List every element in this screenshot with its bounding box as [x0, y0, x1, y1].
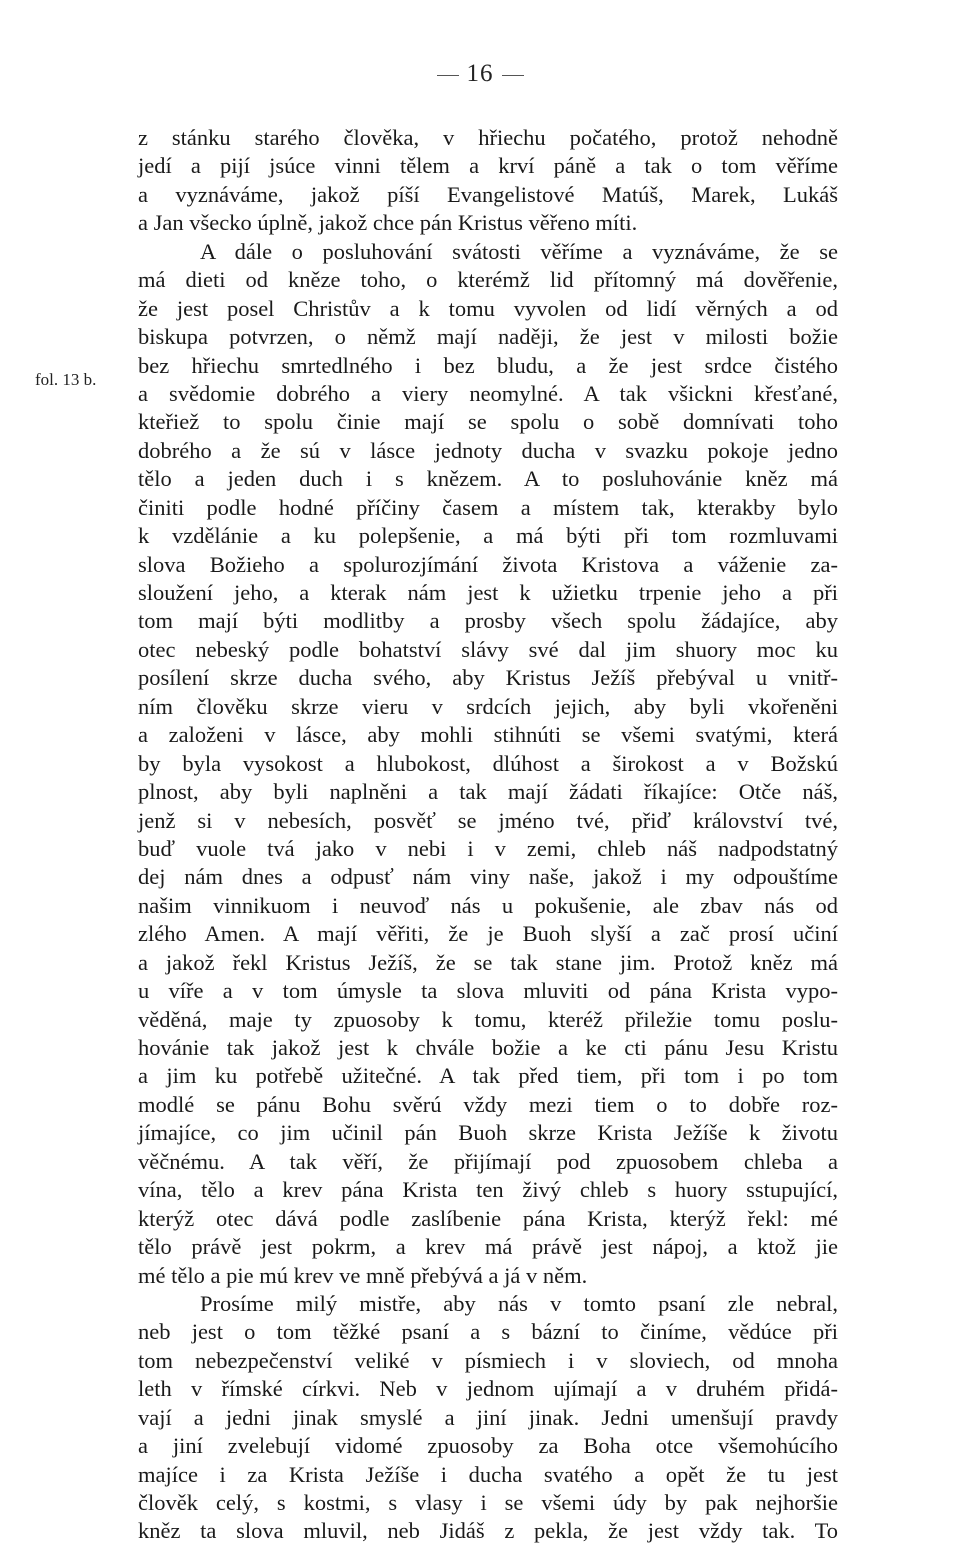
text-line: dobrého a že sú v lásce jednoty ducha v svazku pokoje jedno	[138, 437, 838, 463]
text-line: člověk celý, s kostmi, s vlasy i se všemi údy by pak nejhoršie	[138, 1490, 838, 1515]
text-line: kněz ta slova mluvil, neb Jidáš z pekla, že jest vždy tak. To	[138, 1518, 838, 1544]
text-line: plnost, aby byli naplněni a tak mají žádati říkajíce: Otče náš,	[138, 779, 838, 805]
body-text	[138, 124, 838, 1546]
text-line: tom mají býti modlitby a prosby všech spolu žádajíce, aby	[138, 608, 838, 634]
text-line: tom nebezpečenství veliké v písmiech i v sloviech, od mnoha	[138, 1347, 838, 1373]
text-line: kterýž otec dává podle zaslíbenie pána Krista, kterýž řekl: mé	[138, 1205, 838, 1231]
text-line: věčnému. A tak věří, že přijímají pod zpuosobem chleba a	[138, 1148, 838, 1174]
text-line: tělo právě jest pokrm, a krev má právě jest nápoj, a ktož jie	[138, 1234, 838, 1260]
text-line: že jest posel Christův a k tomu vyvolen od lidí věrných a od	[138, 295, 838, 321]
text-line: má dieti od kněze toho, o kterémž lid přítomný má dověřenie,	[138, 267, 838, 293]
text-line: jímajíce, co jim učinil pán Buoh skrze Krista Ježíše k životu	[138, 1120, 838, 1146]
text-line: k vzdělánie a ku polepšenie, a má býti při tom rozmluvami	[138, 523, 838, 549]
page-header	[0, 60, 960, 88]
text-line: sloužení jeho, a kterak nám jest k užietku trpenie jeho a při	[138, 580, 838, 605]
text-line: dej nám dnes a odpusť nám viny naše, jakož i my odpouštíme	[138, 864, 838, 890]
text-line: jenž si v nebesích, posvěť se jméno tvé, přiď království tvé,	[138, 807, 838, 833]
text-line: u víře a v tom úmysle ta slova mluviti od pána Krista vypo-	[138, 978, 838, 1004]
text-line: ním člověku skrze vieru v srdcích jejich, aby byli vkořeněni	[138, 693, 838, 719]
text-line: otec nebeský podle bohatství slávy své dal jim shuory moc ku	[138, 636, 838, 662]
margin-folio-note: fol. 13 b.	[35, 370, 97, 389]
text-line: A dále o posluhování svátosti věříme a vyznáváme, že se	[200, 238, 838, 264]
text-line: vína, tělo a krev pána Krista ten živý chleb s huory sstupující,	[138, 1177, 838, 1203]
text-line: a jakož řekl Kristus Ježíš, že se tak stane jim. Protož kněz má	[138, 949, 838, 975]
header-dash-left	[437, 75, 459, 76]
text-line: vají a jedni jinak smyslé a jiní jinak. Jedni umenšují pravdy	[138, 1404, 838, 1430]
text-line: našim vinnikuom i neuvoď nás u pokušenie, ale zbav nás od	[138, 892, 838, 918]
text-line: biskupa potvrzen, o němž mají naději, že jest v milosti božie	[138, 324, 838, 350]
text-line: a Jan všecko úplně, jakož chce pán Kristus věřeno míti.	[138, 210, 638, 236]
text-line: jedí a pijí jsúce vinni tělem a krví páně a tak o tom věříme	[138, 153, 838, 179]
page-number: 16	[466, 60, 494, 87]
text-line: a vyznáváme, jakož píší Evangelistové Matúš, Marek, Lukáš	[138, 181, 838, 207]
text-line: by byla vysokost a hlubokost, dlúhost a širokost a v Božskú	[138, 750, 838, 776]
text-line: z stánku starého člověka, v hřiechu počatého, protož nehodně	[138, 125, 838, 150]
text-line: hovánie tak jakož jest k chvále božie a ke cti pánu Jesu Kristu	[138, 1035, 838, 1060]
text-line: a založeni v lásce, aby mohli stihnúti se všemi svatými, která	[138, 722, 838, 748]
text-line: a jim ku potřebě užitečné. A tak před tiem, při tom i po tom	[138, 1063, 838, 1089]
header-dash-right	[502, 75, 524, 76]
text-line: mé tělo a pie mú krev ve mně přebývá a já v něm.	[138, 1262, 588, 1288]
text-line: leth v římské církvi. Neb v jednom ujímají a v druhém přidá-	[138, 1376, 838, 1402]
text-line: Prosíme milý mistře, aby nás v tomto psaní zle nebral,	[200, 1290, 838, 1316]
text-line: a svědomie dobrého a viery neomylné. A tak všickni křesťané,	[138, 380, 838, 406]
text-line: posílení skrze ducha svého, aby Kristus Ježíš přebýval u vnitř-	[138, 665, 838, 691]
text-line: neb jest o tom těžké psaní a s bázní to činíme, vědúce při	[138, 1319, 838, 1345]
text-line: zlého Amen. A mají věřiti, že je Buoh slyší a zač prosí učiní	[138, 921, 838, 947]
text-line: a jiní zvelebují vidomé zpuosoby za Boha otce všemohúcího	[138, 1433, 838, 1459]
text-line: majíce i za Krista Ježíše i ducha svatého a opět že tu jest	[138, 1461, 838, 1487]
text-line: kteřiež to spolu činie mají se spolu o sobě domnívati toho	[138, 409, 838, 435]
text-line: buď vuole tvá jako v nebi i v zemi, chleb náš nadpodstatný	[138, 835, 838, 861]
text-line: činiti podle hodné příčiny časem a místem tak, kterakby bylo	[138, 494, 838, 520]
text-line: modlé se pánu Bohu svěrú vždy mezi tiem o to dobře roz-	[138, 1091, 838, 1117]
text-line: tělo a jeden duch i s knězem. A to posluhovánie kněz má	[138, 466, 838, 492]
text-line: slova Božieho a spolurozjímání života Kristova a váženie za-	[138, 551, 838, 577]
text-line: bez hřiechu smrtedlného i bez bludu, a že jest srdce čistého	[138, 352, 838, 378]
text-line: věděná, maje ty zpuosoby k tomu, kteréž přiležie tomu poslu-	[138, 1006, 838, 1032]
